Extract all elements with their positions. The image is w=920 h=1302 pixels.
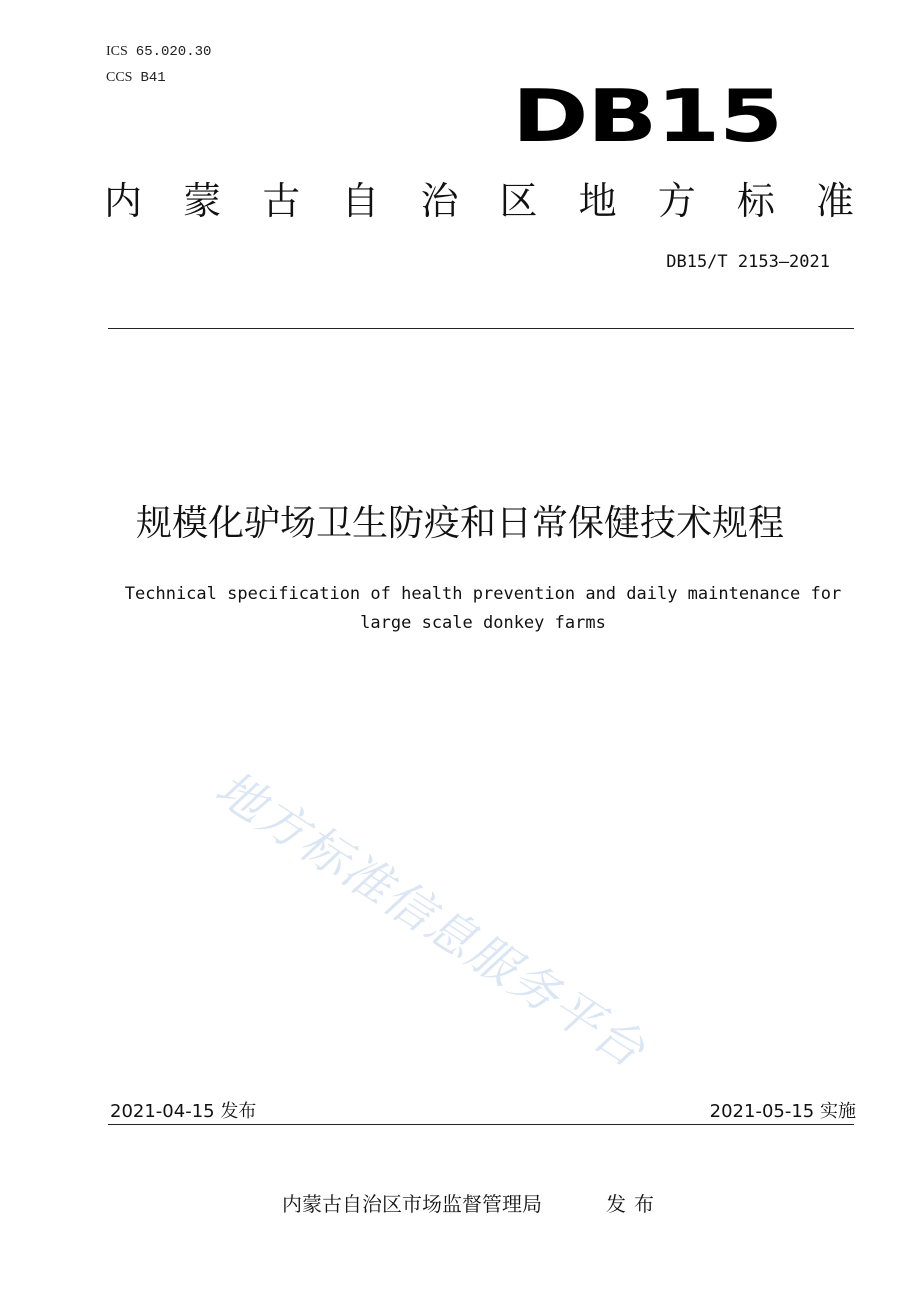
ics-value: 65.020.30 <box>135 44 212 60</box>
issue-date: 2021-04-15 发布 <box>110 1101 257 1122</box>
implementation-date: 2021-05-15 实施 <box>709 1101 856 1122</box>
category-char: 地 <box>578 179 617 223</box>
ccs-value: B41 <box>140 70 166 86</box>
category-char: 准 <box>815 179 854 223</box>
category-char: 标 <box>736 179 775 223</box>
document-title-cn: 规模化驴场卫生防疫和日常保健技术规程 <box>135 503 784 544</box>
category-char: 内 <box>104 179 143 223</box>
category-char: 古 <box>262 179 301 223</box>
category-char: 治 <box>420 179 459 223</box>
title-en-line: Technical specification of health prevention and daily maintenance for <box>124 584 842 604</box>
category-char: 方 <box>657 179 696 223</box>
standard-code: DB15/T 2153—2021 <box>666 252 830 272</box>
category-char: 自 <box>341 179 380 223</box>
ccs-line <box>106 70 166 86</box>
publish-word: 发布 <box>606 1192 662 1216</box>
standard-category-title <box>104 176 854 226</box>
bottom-divider <box>108 1124 854 1125</box>
title-en-line: large scale donkey farms <box>360 613 606 633</box>
document-title-en <box>60 580 906 638</box>
watermark: 地方标准信息服务平台 <box>205 760 656 1080</box>
category-char: 蒙 <box>183 179 222 223</box>
ccs-label: CCS <box>106 70 133 85</box>
ics-label: ICS <box>106 44 128 59</box>
ics-line <box>106 44 211 60</box>
publisher-name: 内蒙古自治区市场监督管理局 <box>282 1192 542 1216</box>
category-char: 区 <box>499 179 538 223</box>
db15-logo: DB15 <box>512 74 782 158</box>
top-divider <box>108 328 854 329</box>
